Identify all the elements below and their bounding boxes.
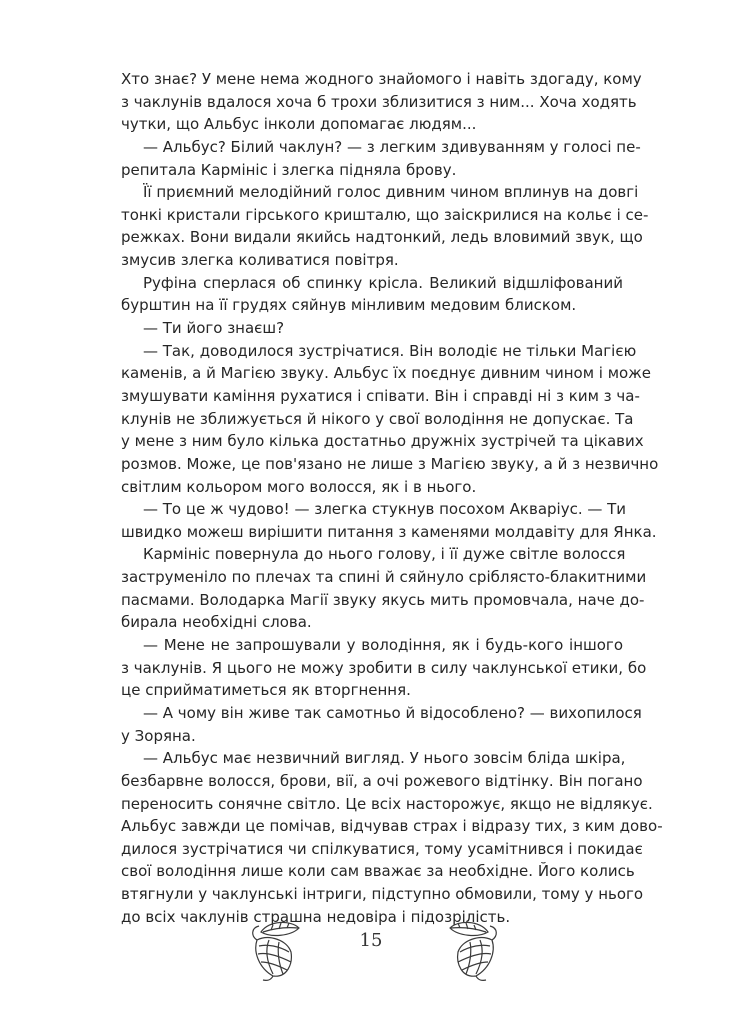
text-line: клунів не зближується й нікого у свої володіння не допускає. Та [121,409,634,428]
text-line: Кармініс повернула до нього голову, і її дуже світле волосся [143,545,626,564]
text-line: бирала необхідні слова. [121,613,312,632]
text-line: світлим кольором мого волосся, як і в нього. [121,477,477,496]
text-line: — Ти його знаєш? [143,319,285,338]
text-line: втягнули у чаклунські інтриги, підступно обмовили, тому у нього [121,885,644,904]
text-line: дилося зустрічатися чи спілкуватися, тому усамітнився і покидає [121,839,643,858]
text-line: бурштин на її грудях сяйнув мінливим медовим блиском. [121,296,577,315]
text-line: — Так, доводилося зустрічатися. Він володіє не тільки Магією [143,341,637,360]
text-line: до всіх чаклунів страшна недовіра і підозрілість. [121,907,511,926]
text-line: свої володіння лише коли сам вважає за необхідне. Його колись [121,862,635,881]
hop-cone-left-icon [249,918,307,982]
text-line: — А чому він живе так самотньо й відособлено? — вихопилося [143,703,642,722]
text-line: Хто знає? У мене нема жодного знайомого і навіть здогаду, кому [121,70,642,88]
text-line: — Мене не запрошували у володіння, як і будь-кого іншого [143,636,623,655]
text-line: це сприйматиметься як вторгнення. [121,681,411,700]
text-line: швидко можеш вирішити питання з каменями молдавіту для Янка. [121,522,657,541]
text-line: у мене з ним було кілька достатньо дружніх зустрічей та цікавих [121,432,644,451]
text-line: — То це ж чудово! — злегка стукнув посохом Акваріус. — Ти [143,500,627,519]
text-line: з чаклунів вдалося хоча б трохи зблизитися з ним... Хоча ходять [121,92,637,111]
text-line: чутки, що Альбус інколи допомагає людям... [121,115,477,134]
text-line: переносить сонячне світло. Це всіх насторожує, якщо не відлякує. [121,794,653,813]
text-line: заструменіло по плечах та спині й сяйнуло сріблясто-блакитними [121,568,647,587]
text-line: тонкі кристали гірського кришталю, що заіскрилися на кольє і се- [121,205,649,224]
text-line: Її приємний мелодійний голос дивним чином вплинув на довгі [143,183,639,202]
text-line: безбарвне волосся, брови, вії, а очі рожевого відтінку. Він погано [121,771,643,790]
text-line: — Альбус? Білий чаклун? — з легким здивуванням у голосі пе- [143,137,641,156]
text-line: Альбус завжди це помічав, відчував страх і відразу тих, з ким дово- [121,817,663,836]
text-line: Руфіна сперлася об спинку крісла. Великий відшліфований [143,273,623,292]
text-line: змушувати каміння рухатися і співати. Він і справді ні з ким з ча- [121,386,640,405]
text-line: розмов. Може, це пов'язано не лише з Магією звуку, а й з незвично [121,454,659,473]
body-text [121,68,663,928]
text-line: репитала Кармініс і злегка підняла брову. [121,160,457,179]
text-line: у Зоряна. [121,726,196,745]
text-line: режках. Вони видали якийсь надтонкий, ледь вловимий звук, що [121,228,643,247]
page-number: 15 [359,930,383,951]
text-line: каменів, а й Магією звуку. Альбус їх поєднує дивним чином і може [121,364,651,383]
hop-cone-right-icon [442,918,500,982]
text-line: пасмами. Володарка Магії звуку якусь мить промовчала, наче до- [121,590,645,609]
text-line: змусив злегка коливатися повітря. [121,251,399,270]
text-line: — Альбус має незвичний вигляд. У нього зовсім бліда шкіра, [143,749,626,768]
page-footer [0,918,742,988]
text-line: з чаклунів. Я цього не можу зробити в силу чаклунської етики, бо [121,658,647,677]
